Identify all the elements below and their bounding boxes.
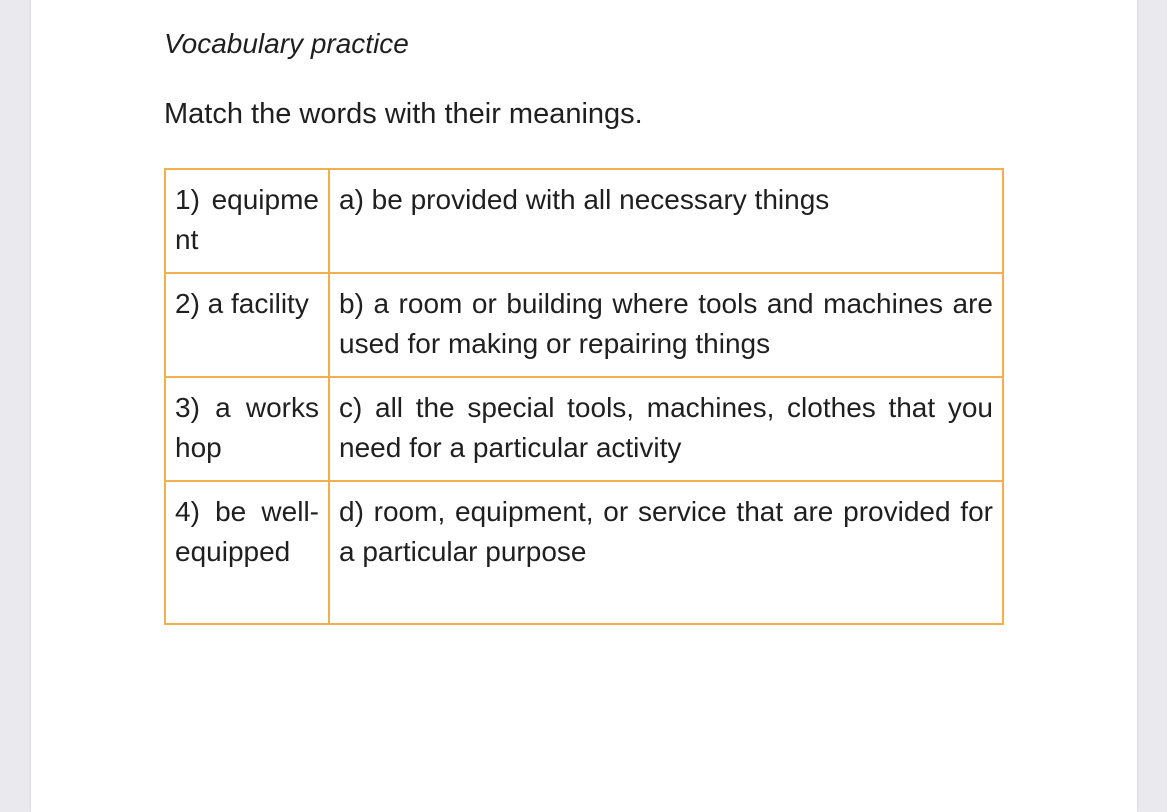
word-cell: 3) a workshop — [165, 377, 329, 481]
word-cell: 2) a facility — [165, 273, 329, 377]
instruction-text: Match the words with their meanings. — [164, 98, 643, 130]
matching-table — [164, 168, 1004, 625]
meaning-cell: b) a room or building where tools and machines are used for making or repairing things — [329, 273, 1003, 377]
table-row — [165, 169, 1003, 273]
word-cell: 1) equipment — [165, 169, 329, 273]
meaning-cell: d) room, equipment, or service that are provided for a particular purpose — [329, 481, 1003, 624]
table-row — [165, 481, 1003, 624]
document-page — [31, 0, 1137, 812]
section-title: Vocabulary practice — [164, 28, 409, 59]
word-cell: 4) be well-equipped — [165, 481, 329, 624]
meaning-cell: a) be provided with all necessary things — [329, 169, 1003, 273]
table-row — [165, 377, 1003, 481]
meaning-cell: c) all the special tools, machines, clothes that you need for a particular activity — [329, 377, 1003, 481]
table-row — [165, 273, 1003, 377]
